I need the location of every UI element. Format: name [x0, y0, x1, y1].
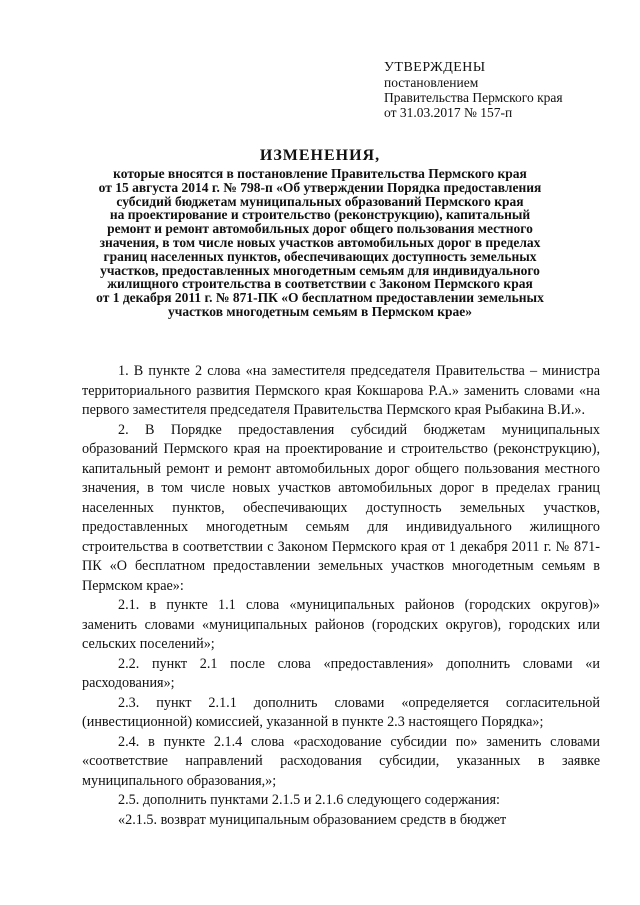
- paragraph-2-2: 2.2. пункт 2.1 после слова «предоставления» дополнить словами «и расходования»;: [82, 655, 600, 691]
- subtitle-line: от 1 декабря 2011 г. № 871-ПК «О бесплатном предоставлении земельных: [96, 290, 544, 306]
- document-title: ИЗМЕНЕНИЯ,: [259, 147, 381, 164]
- document-body: [82, 362, 600, 830]
- paragraph-2: 2. В Порядке предоставления субсидий бюджетам муниципальных образований Пермского края на проектирование и строительство (реконструкцию), капитальный ремонт и ремонт автомобильных дорог общего пользования местного значения, в том числе новых участков автомобильных дорог в пределах границ населенных пунктов, обеспечивающих доступность земельных участков, предоставленных многодетным семьям для индивидуального жилищного строительства в соответствии с Законом Пермского края от 1 декабря 2011 г. № 871-ПК «О бесплатном предоставлении земельных участков многодетным семьям в Пермском крае»:: [82, 421, 600, 594]
- paragraph-2-1-5: «2.1.5. возврат муниципальным образованием средств в бюджет: [118, 811, 507, 828]
- approval-line-2: Правительства Пермского края: [384, 90, 563, 105]
- paragraph-2-3: 2.3. пункт 2.1.1 дополнить словами «определяется согласительной (инвестиционной) комиссией, указанной в пункте 2.3 настоящего Порядка»;: [82, 694, 600, 730]
- approval-line-1: постановлением: [384, 75, 479, 90]
- subtitle-line: от 15 августа 2014 г. № 798-п «Об утверждении Порядка предоставления: [98, 179, 542, 195]
- subtitle-line: субсидий бюджетам муниципальных образований Пермского края: [116, 193, 524, 209]
- approval-line-3: от 31.03.2017 № 157-п: [384, 105, 513, 120]
- paragraph-2-5: 2.5. дополнить пунктами 2.1.5 и 2.1.6 следующего содержания:: [118, 792, 500, 808]
- subtitle-line: ремонт и ремонт автомобильных дорог общего пользования местного: [107, 221, 533, 237]
- subtitle-line: жилищного строительства в соответствии с Законом Пермского края: [107, 276, 533, 292]
- approval-heading: УТВЕРЖДЕНЫ: [384, 60, 486, 75]
- document-subtitle: [78, 167, 562, 319]
- subtitle-line: на проектирование и строительство (реконструкцию), капитальный: [109, 207, 531, 223]
- subtitle-line: границ населенных пунктов, обеспечивающих доступность земельных: [103, 248, 537, 264]
- paragraph-2-1: 2.1. в пункте 1.1 слова «муниципальных районов (городских округов)» заменить словами «муниципальных районов (городских округов), городских или сельских поселений»;: [82, 597, 600, 652]
- subtitle-line: участков, предоставленных многодетным семьям для индивидуального: [100, 262, 540, 278]
- approval-stamp: [384, 60, 624, 120]
- subtitle-line: участков многодетным семьям в Пермском крае»: [167, 303, 473, 319]
- subtitle-line: которые вносятся в постановление Правительства Пермского края: [113, 166, 527, 181]
- subtitle-line: значения, в том числе новых участков автомобильных дорог в пределах: [99, 234, 541, 250]
- paragraph-2-4: 2.4. в пункте 2.1.4 слова «расходование субсидии по» заменить словами «соответствие направлений расходования субсидии, указанных в заявке муниципального образования,»;: [82, 733, 600, 789]
- paragraph-1: 1. В пункте 2 слова «на заместителя председателя Правительства – министра территориального развития Пермского края Кокшарова Р.А.» заменить словами «на первого заместителя председателя Правительства Пермского края Рыбакина В.И.».: [82, 363, 600, 418]
